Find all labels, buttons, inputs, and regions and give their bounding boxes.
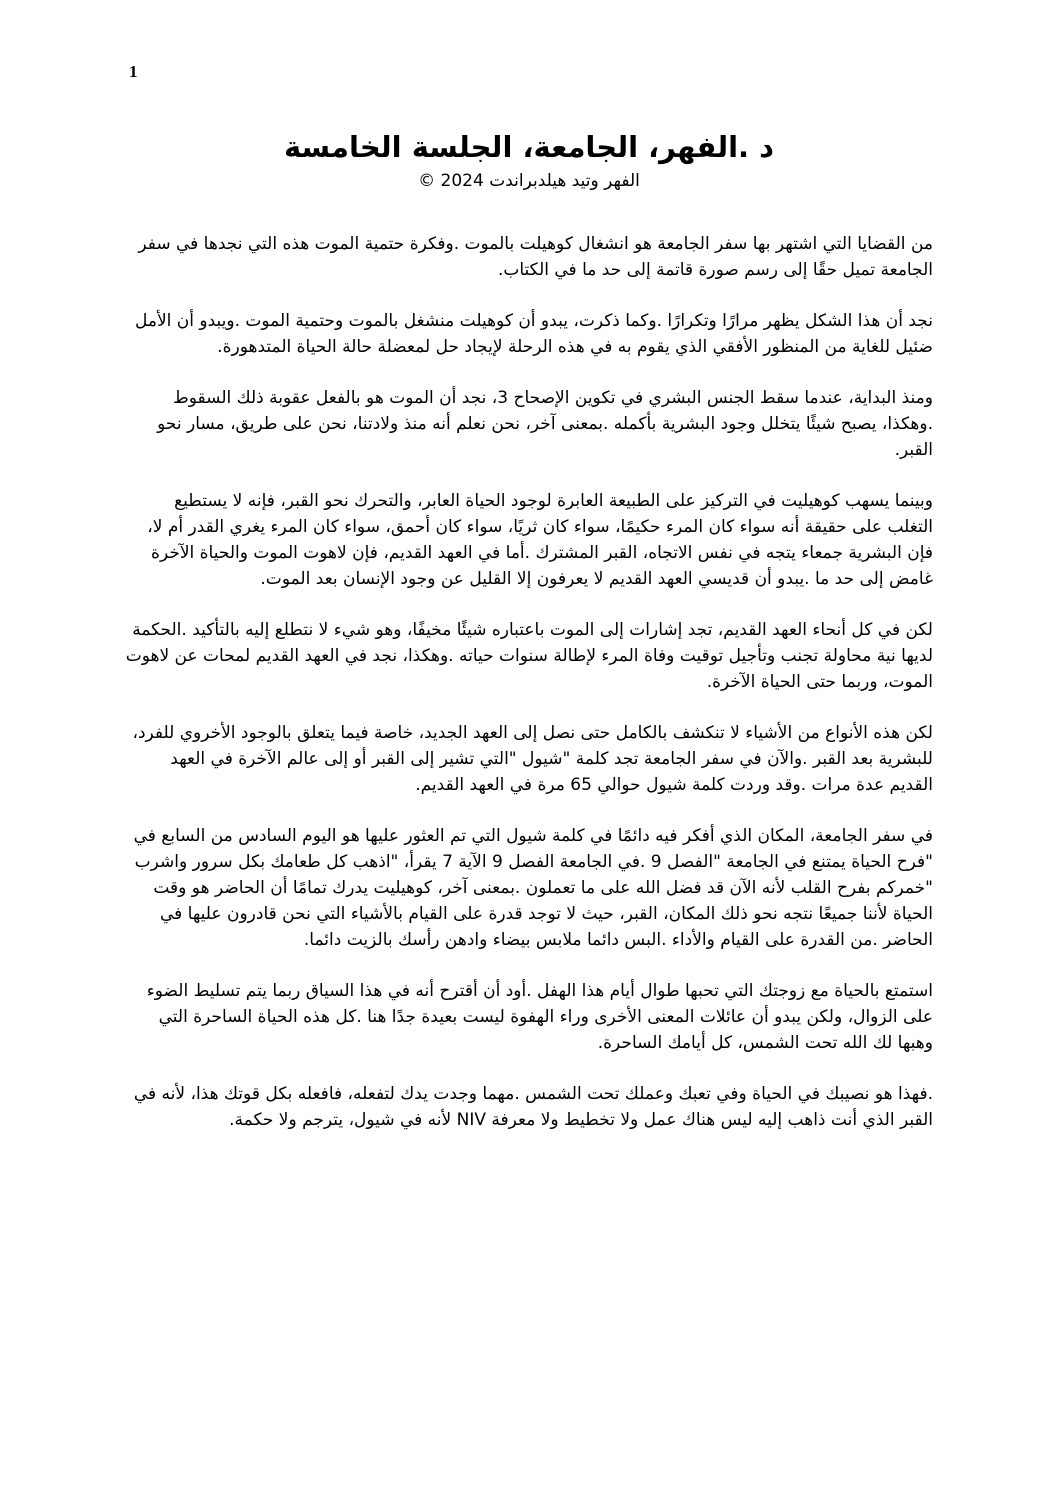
page-number: 1 xyxy=(129,62,138,81)
paragraph-2: نجد أن هذا الشكل يظهر مرارًا وتكرارًا .وكما ذكرت، يبدو أن كوهيلت منشغل بالموت وحتمية الموت .ويبدو أن الأمل ضئيل للغاية من المنظور الأفقي الذي يقوم به في هذه الرحلة لإيجاد حل لمعضلة حالة الحياة المتدهورة. xyxy=(134,311,933,357)
paragraph-6: لكن هذه الأنواع من الأشياء لا تنكشف بالكامل حتى نصل إلى العهد الجديد، خاصة فيما يتعلق بالوجود الأخروي للفرد، للبشرية بعد القبر .والآن في سفر الجامعة تجد كلمة "شيول "التي تشير إلى القبر أو إلى عالم الآخرة في العهد القديم عدة مرات .وقد وردت كلمة شيول حوالي 65 مرة في العهد القديم. xyxy=(132,723,933,795)
document-body xyxy=(125,128,933,1133)
paragraph-5: لكن في كل أنحاء العهد القديم، تجد إشارات إلى الموت باعتباره شيئًا مخيفًا، وهو شيء لا نتطلع إليه بالتأكيد .الحكمة لديها نية محاولة تجنب وتأجيل توقيت وفاة المرء لإطالة سنوات حياته .وهكذا، نجد في العهد القديم لمحات عن لاهوت الموت، وربما حتى الحياة الآخرة. xyxy=(125,620,933,692)
paragraph-4: وبينما يسهب كوهيليت في التركيز على الطبيعة العابرة لوجود الحياة العابر، والتحرك نحو القبر، فإنه لا يستطيع التغلب على حقيقة أنه سواء كان المرء حكيمًا، سواء كان ثريًا، سواء كان أحمق، سواء كان المرء يغري القدر أم لا، فإن البشرية جمعاء يتجه في نفس الاتجاه، القبر المشترك .أما في العهد القديم، فإن لاهوت الموت والحياة الآخرة غامض إلى حد ما .يبدو أن قديسي العهد القديم لا يعرفون إلا القليل عن وجود الإنسان بعد الموت. xyxy=(147,491,933,589)
paragraph-1: من القضايا التي اشتهر بها سفر الجامعة هو انشغال كوهيلت بالموت .وفكرة حتمية الموت هذه التي نجدها في سفر الجامعة تميل حقًا إلى رسم صورة قاتمة إلى حد ما في الكتاب. xyxy=(138,234,933,280)
paragraph-3: ومنذ البداية، عندما سقط الجنس البشري في تكوين الإصحاح 3، نجد أن الموت هو بالفعل عقوبة ذلك السقوط .وهكذا، يصبح شيئًا يتخلل وجود البشرية بأكمله .بمعنى آخر، نحن نعلم أنه منذ ولادتنا، نحن على طريق، مسار نحو القبر. xyxy=(157,388,933,460)
paragraph-9: .فهذا هو نصيبك في الحياة وفي تعبك وعملك تحت الشمس .مهما وجدت يدك لتفعله، فافعله بكل قوتك هذا، لأنه في القبر الذي أنت ذاهب إليه ليس هناك عمل ولا تخطيط ولا معرفة NIV لأنه في شيول، يترجم ولا حكمة. xyxy=(133,1084,933,1130)
body-text xyxy=(125,231,933,1133)
paragraph-8: استمتع بالحياة مع زوجتك التي تحبها طوال أيام هذا الهفل .أود أن أقترح أنه في هذا السياق ربما يتم تسليط الضوء على الزوال، ولكن يبدو أن عائلات المعنى الأخرى وراء الهفوة ليست بعيدة جدًا هنا .كل هذه الحياة الساحرة التي وهبها لك الله تحت الشمس، كل أيامك الساحرة. xyxy=(146,981,933,1053)
copyright-line: الفهر وتيد هيلدبراندت 2024 © xyxy=(418,171,640,191)
document-title: د .الفهر، الجامعة، الجلسة الخامسة xyxy=(283,130,775,164)
paragraph-7: في سفر الجامعة، المكان الذي أفكر فيه دائمًا في كلمة شيول التي تم العثور عليها هو اليوم السادس من السابع في "فرح الحياة يمتنع في الجامعة "الفصل 9 .في الجامعة الفصل 9 الآية 7 يقرأ، "اذهب كل طعامك بكل سرور واشرب "خمركم بفرح القلب لأنه الآن قد فضل الله على ما تعملون .بمعنى آخر، كوهيليت يدرك تمامًا أن الحاضر هو وقت الحياة لأننا جميعًا نتجه نحو ذلك المكان، القبر، حيث لا توجد قدرة على القيام بالأشياء التي نحن قادرون عليها في الحاضر .من القدرة على القيام والأداء .البس دائما ملابس بيضاء وادهن رأسك بالزيت دائما. xyxy=(133,826,933,950)
